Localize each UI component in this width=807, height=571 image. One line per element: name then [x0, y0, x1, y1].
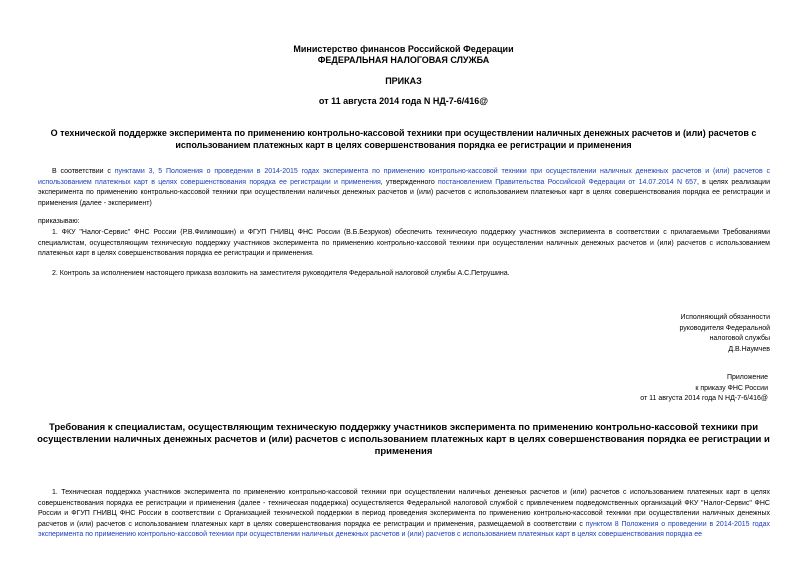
appendix-line1: Приложение [726, 374, 768, 381]
preamble-middle: , утвержденного [380, 178, 438, 186]
order-item-2 [38, 269, 770, 280]
signature-block [679, 313, 770, 355]
requirements-title-line2: осуществлении наличных денежных расчетов и (или) расчетов с использованием платежных карт в целях совершенствования порядка ее регистрации и [37, 434, 770, 445]
preamble-paragraph [38, 167, 770, 209]
signature-line1: Исполняющий обязанности [680, 314, 770, 321]
appendix-block [640, 373, 768, 405]
order-word: приказываю: [38, 218, 80, 225]
signature-name: Д.В.Наумчев [728, 345, 770, 353]
doc-title-line1: О технической поддержке эксперимента по применению контрольно-кассовой техники при осуществлении наличных денежных расчетов и (или) расчетов с [50, 128, 757, 138]
doc-title-line2: использованием платежных карт в целях совершенствования порядка ее регистрации и применения [175, 140, 632, 150]
regulation-link[interactable]: пунктами 3, 5 Положения о проведении в 2014-2015 годах эксперимента по применению контрольно-кассовой техники при осуществлении наличных денежных расчетов и (или) расчетов с использованием платежных карт в целях совершенствования порядка ее регистрации и применения [38, 168, 770, 186]
signature-line3: налоговой службы [709, 335, 770, 342]
government-decree-link[interactable]: постановлением Правительства Российской Федерации от 14.07.2014 N 657 [437, 178, 697, 186]
doc-type: ПРИКАЗ [385, 76, 422, 86]
order-item-1 [38, 228, 770, 260]
appendix-line3: от 11 августа 2014 года N НД-7-6/416@ [640, 395, 768, 402]
service-name: ФЕДЕРАЛЬНАЯ НАЛОГОВАЯ СЛУЖБА [317, 55, 490, 65]
order-item-2-text: 2. Контроль за исполнением настоящего приказа возложить на заместителя руководителя Федеральной налоговой службы А.С.Петрушина. [52, 270, 510, 277]
clause-8-link[interactable]: пунктом 8 Положения о проведении в 2014-2015 годах эксперимента по применению контрольно-кассовой техники при осуществлении наличных денежных расчетов и (или) расчетов с использованием платежных карт в целях совершенствования порядка ее [38, 520, 770, 539]
requirements-paragraph-1 [38, 488, 770, 541]
preamble-prefix: В соответствии с [52, 168, 115, 175]
requirements-p1-text: 1. Техническая поддержка участников эксперимента по применению контрольно-кассовой техники при осуществлении наличных денежных расчетов и (или) расчетов с использованием платежных карт в целях совершенствования порядка ее регистрации и применения (далее - техническая поддержка) осуществляется Федеральной налоговой службой с привлечением подведомственных организаций ФКУ "Налог-Сервис" ФНС России и ФГУП ГНИВЦ ФНС России в соответствии с Организацией технической поддержки в период проведения эксперимента по применению контрольно-кассовой техники при осуществлении наличных денежных расчетов и (или) расчетов с использованием платежных карт в целях совершенствования порядка ее регистрации и применения, размещаемой в соответствии с [38, 489, 770, 528]
requirements-title-line1: Требования к специалистам, осуществляющим техническую поддержку участников эксперимента по применению контрольно-кассовой техники при [48, 422, 759, 433]
order-item-1-text: 1. ФКУ "Налог-Сервис" ФНС России (Р.В.Филимошин) и ФГУП ГНИВЦ ФНС России (В.Б.Безруков) обеспечить техническую поддержку участников эксперимента в соответствии с прилагаемыми Требованиями специалистам, осуществляющим техническую поддержку участников эксперимента по применению контрольно-кассовой техники при осуществлении наличных денежных расчетов и (или) расчетов с использованием платежных карт в целях совершенствования порядка ее регистрации и применения. [38, 229, 770, 258]
ministry-name: Министерство финансов Российской Федерации [293, 44, 514, 54]
requirements-title-line3: применения [374, 446, 433, 457]
preamble-suffix: , в целях реализации эксперимента по применению контрольно-кассовой техники при осуществлении наличных денежных расчетов и (или) расчетов с использованием платежных карт в целях совершенствования порядка ее регистрации и применения (далее - эксперимент) [38, 178, 770, 207]
doc-date: от 11 августа 2014 года N НД-7-6/416@ [318, 96, 489, 106]
signature-line2: руководителя Федеральной [679, 324, 770, 332]
appendix-line2: к приказу ФНС России [695, 384, 768, 392]
